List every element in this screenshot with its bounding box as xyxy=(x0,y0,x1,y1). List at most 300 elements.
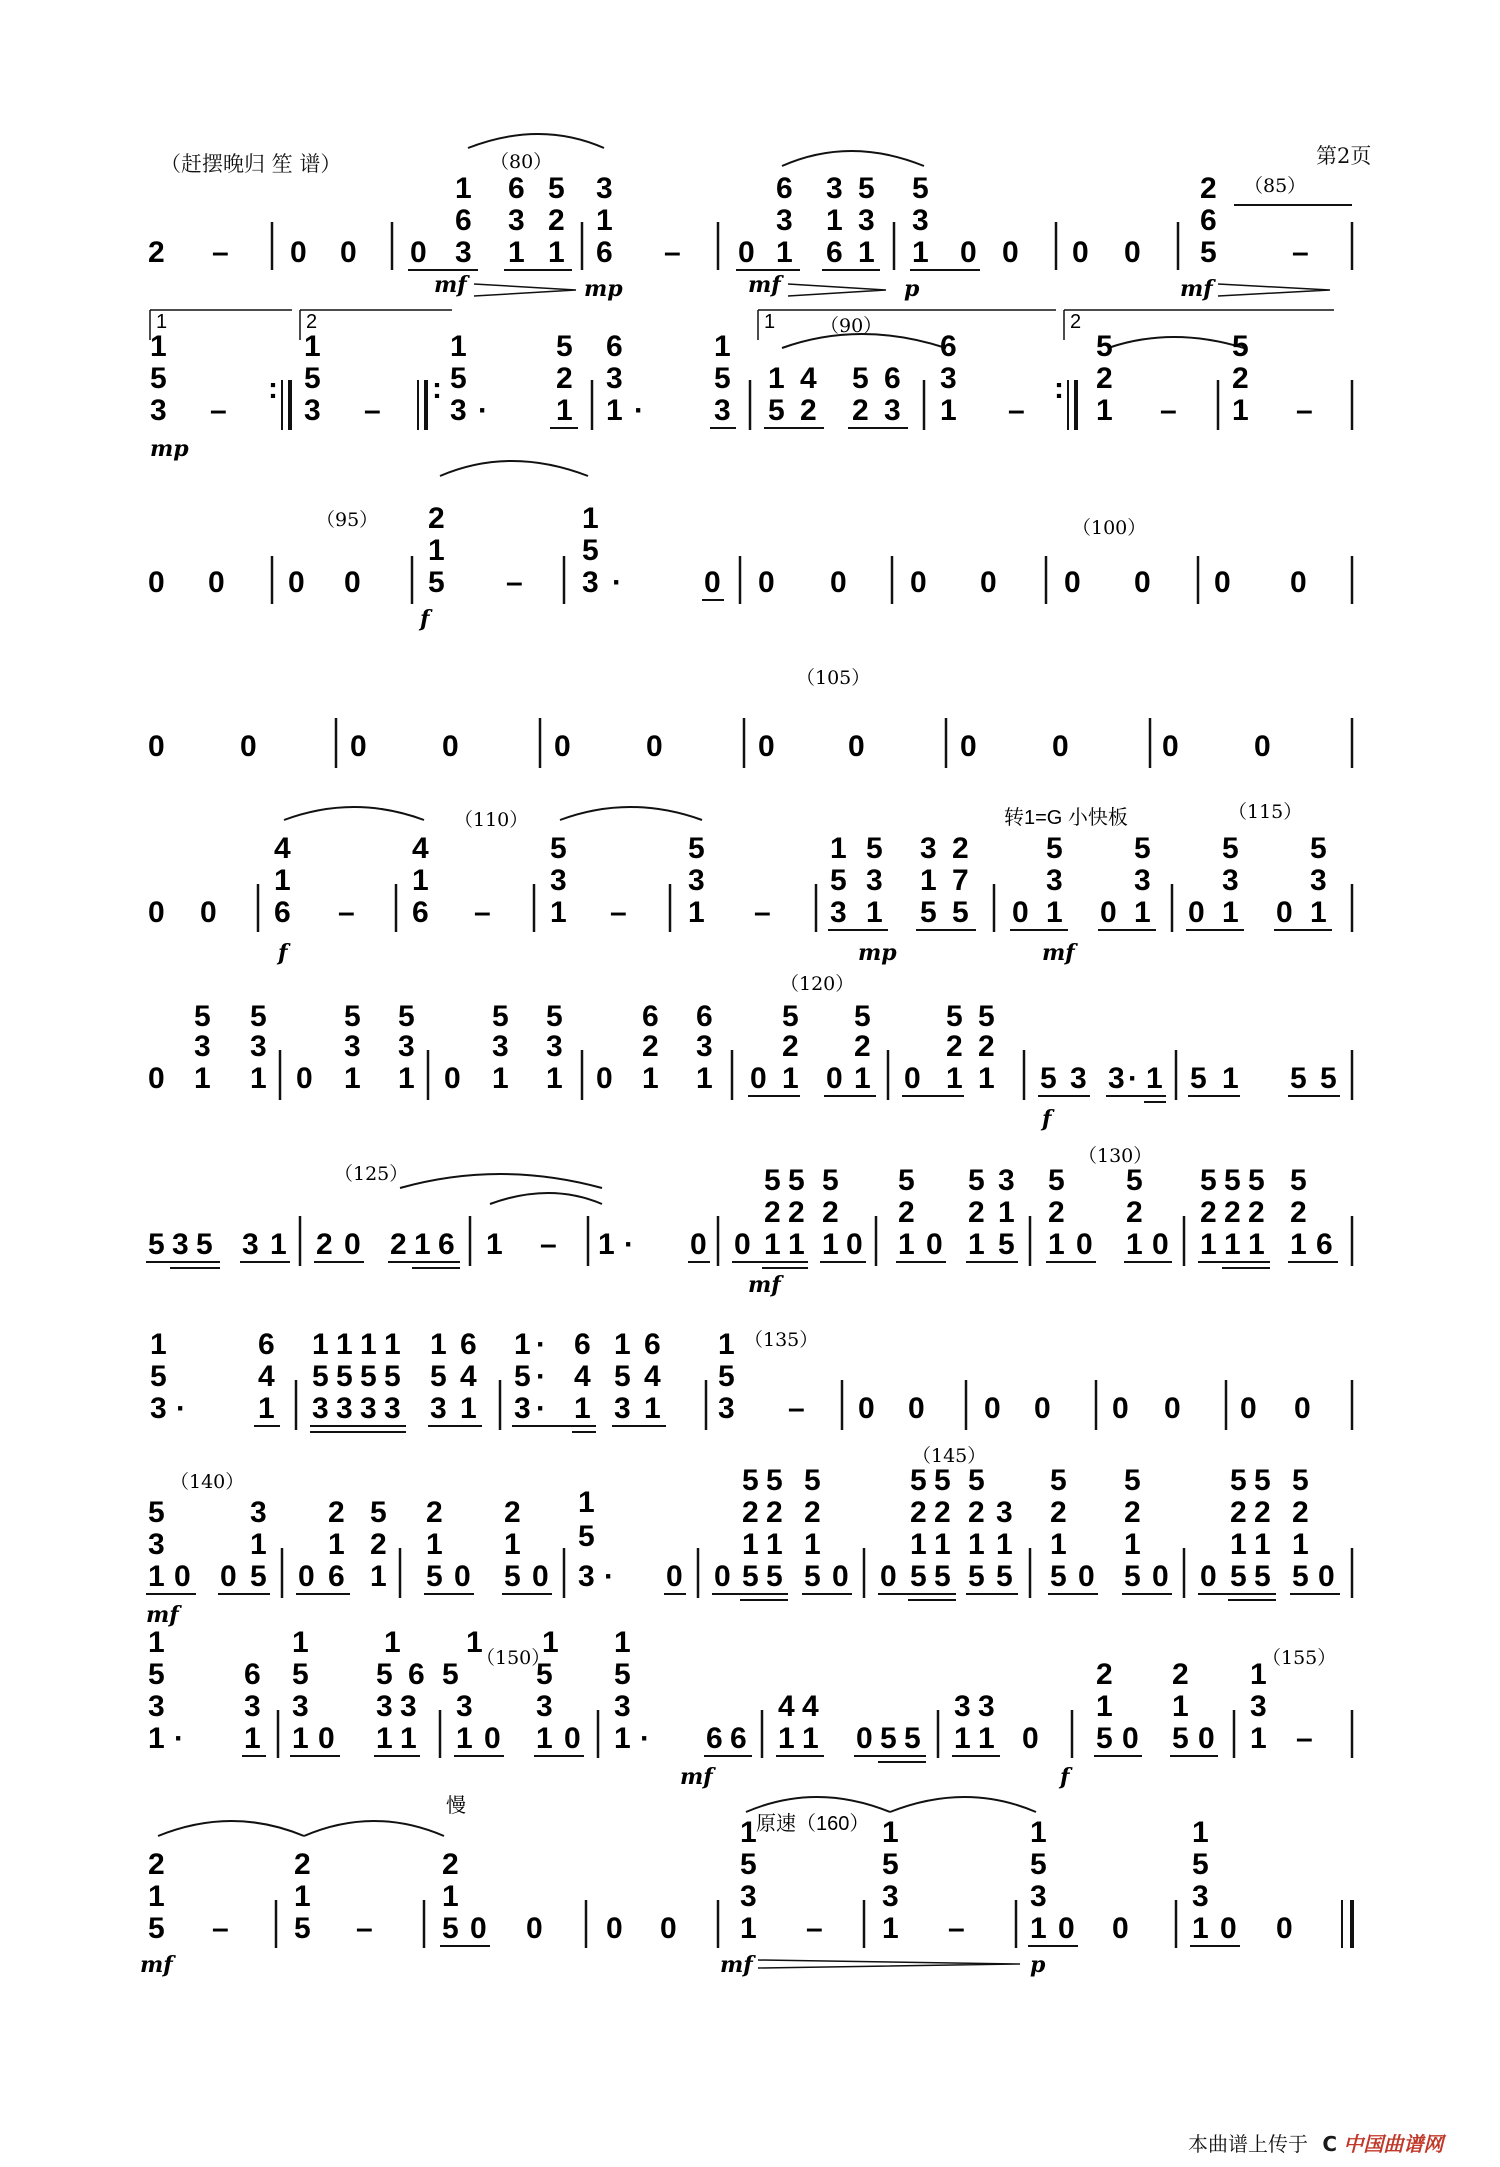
rehearsal-mark: （95） xyxy=(316,509,379,531)
note: 5 xyxy=(614,1360,631,1393)
note: 6 xyxy=(244,1658,261,1691)
note: 1 xyxy=(400,1722,417,1755)
note: 3 xyxy=(1046,864,1063,897)
note: 2 xyxy=(1048,1196,1065,1229)
note: 3 xyxy=(242,1228,259,1261)
note: 2 xyxy=(898,1196,915,1229)
note: 2 xyxy=(1096,362,1113,395)
note: 1 xyxy=(804,1528,821,1561)
note: 0 xyxy=(290,236,307,269)
note: 1 xyxy=(644,1392,661,1425)
note: 0 xyxy=(1034,1392,1051,1425)
note: 0 xyxy=(1162,730,1179,763)
note: 0 xyxy=(208,566,225,599)
note: 1 xyxy=(714,330,731,363)
note: 3 xyxy=(596,172,613,205)
system-5 xyxy=(148,801,1352,966)
note: 6 xyxy=(258,1328,275,1361)
note: · xyxy=(612,566,622,599)
note: 2 xyxy=(148,1848,165,1881)
note: 5 xyxy=(904,1722,921,1755)
note: 3 xyxy=(866,864,883,897)
dynamic: mf xyxy=(748,272,781,298)
note: 0 xyxy=(318,1722,335,1755)
site-logo-icon: C xyxy=(1322,2132,1338,2156)
note: 3 xyxy=(536,1690,553,1723)
dynamic: mf xyxy=(720,1952,753,1978)
note: 0 xyxy=(340,236,357,269)
note: 5 xyxy=(428,566,445,599)
note: 5 xyxy=(344,1000,361,1033)
rehearsal-mark: （140） xyxy=(170,1471,245,1493)
note: 3 xyxy=(304,394,321,427)
note: 0 xyxy=(1078,1560,1095,1593)
note: 1 xyxy=(688,896,705,929)
note: 5 xyxy=(766,1464,783,1497)
note: 0 xyxy=(1076,1228,1093,1261)
note: 5 xyxy=(1230,1560,1247,1593)
note: 0 xyxy=(1134,566,1151,599)
note: 3 xyxy=(718,1392,735,1425)
slur xyxy=(284,807,424,820)
note: 1 xyxy=(456,1722,473,1755)
note: 5 xyxy=(536,1658,553,1691)
note: 3 xyxy=(830,896,847,929)
note: – xyxy=(610,896,627,929)
note: 5 xyxy=(968,1560,985,1593)
note: 0 xyxy=(200,896,217,929)
note: 6 xyxy=(1200,204,1217,237)
note: 6 xyxy=(642,1000,659,1033)
note: 1 xyxy=(788,1228,805,1261)
slur xyxy=(560,807,702,820)
note: – xyxy=(948,1912,965,1945)
note: 0 xyxy=(1220,1912,1237,1945)
dynamic: mf xyxy=(434,272,467,298)
note: – xyxy=(364,394,381,427)
note: 5 xyxy=(504,1560,521,1593)
note: 6 xyxy=(826,236,843,269)
note: · xyxy=(640,1722,650,1755)
note: 1 xyxy=(940,394,957,427)
note: 5 xyxy=(1320,1062,1337,1095)
note: 1 xyxy=(328,1528,345,1561)
note: 6 xyxy=(574,1328,591,1361)
note: 6 xyxy=(776,172,793,205)
note: 0 xyxy=(904,1062,921,1095)
note: 0 xyxy=(1276,1912,1293,1945)
note: 1 xyxy=(1030,1816,1047,1849)
note: 5 xyxy=(1050,1560,1067,1593)
note: 3 xyxy=(998,1164,1015,1197)
note: 2 xyxy=(1200,1196,1217,1229)
note: 5 xyxy=(384,1360,401,1393)
note: 6 xyxy=(460,1328,477,1361)
note: : xyxy=(432,372,442,405)
note: 5 xyxy=(1096,1722,1113,1755)
note: 0 xyxy=(758,730,775,763)
note: 2 xyxy=(946,1030,963,1063)
note: 3 xyxy=(614,1392,631,1425)
dynamic: mp xyxy=(150,436,189,462)
note: 1 xyxy=(598,1228,615,1261)
note: 1 xyxy=(536,1722,553,1755)
note: 3 xyxy=(336,1392,353,1425)
note: 1 xyxy=(582,502,599,535)
note: 5 xyxy=(882,1848,899,1881)
note: 5 xyxy=(550,832,567,865)
note: 1 xyxy=(274,864,291,897)
note: 2 xyxy=(1200,172,1217,205)
note: · xyxy=(624,1228,634,1261)
note: 1 xyxy=(148,1560,165,1593)
note: 0 xyxy=(148,896,165,929)
note: – xyxy=(788,1392,805,1425)
note: 0 xyxy=(926,1228,943,1261)
note: 5 xyxy=(1200,1164,1217,1197)
note: 6 xyxy=(596,236,613,269)
slur xyxy=(1108,337,1244,348)
note: 5 xyxy=(1254,1464,1271,1497)
note: 3 xyxy=(1250,1690,1267,1723)
note: 5 xyxy=(766,1560,783,1593)
note: 5 xyxy=(1126,1164,1143,1197)
note: 3 xyxy=(920,832,937,865)
note: 6 xyxy=(412,896,429,929)
note: 1 xyxy=(1146,1062,1163,1095)
note: 6 xyxy=(455,204,472,237)
diminuendo xyxy=(788,284,886,296)
note: 0 xyxy=(1294,1392,1311,1425)
note: 6 xyxy=(328,1560,345,1593)
note: 0 xyxy=(596,1062,613,1095)
note: 1 xyxy=(596,204,613,237)
note: 3 xyxy=(578,1560,595,1593)
note: 5 xyxy=(934,1464,951,1497)
note: 5 xyxy=(866,832,883,865)
note: 6 xyxy=(706,1722,723,1755)
note: 5 xyxy=(1230,1464,1247,1497)
note: 2 xyxy=(1290,1196,1307,1229)
note: 0 xyxy=(858,1392,875,1425)
note: 5 xyxy=(312,1360,329,1393)
note: 3 xyxy=(450,394,467,427)
note: 6 xyxy=(274,896,291,929)
note: 3 xyxy=(978,1690,995,1723)
note: 5 xyxy=(336,1360,353,1393)
system-8 xyxy=(150,1328,1352,1432)
slur xyxy=(468,134,604,148)
note: 3 xyxy=(250,1496,267,1529)
note: 0 xyxy=(714,1560,731,1593)
note: 1 xyxy=(910,1528,927,1561)
dynamic: mf xyxy=(146,1602,179,1628)
note: 6 xyxy=(508,172,525,205)
note: 1 xyxy=(912,236,929,269)
note: 1 xyxy=(822,1228,839,1261)
note: 0 xyxy=(532,1560,549,1593)
note: 1 xyxy=(1292,1528,1309,1561)
note: 3 xyxy=(954,1690,971,1723)
note: 1 xyxy=(384,1328,401,1361)
note: 1 xyxy=(696,1062,713,1095)
note: 1 xyxy=(1248,1228,1265,1261)
note: 5 xyxy=(978,1000,995,1033)
note: – xyxy=(1160,394,1177,427)
note: 1 xyxy=(450,330,467,363)
note: 0 xyxy=(660,1912,677,1945)
note: 1 xyxy=(492,1062,509,1095)
note: 3 xyxy=(455,236,472,269)
note: 0 xyxy=(1152,1228,1169,1261)
note: 5 xyxy=(1200,236,1217,269)
system-10 xyxy=(148,1626,1352,1790)
rehearsal-mark: （110） xyxy=(454,809,529,831)
note: 0 xyxy=(1122,1722,1139,1755)
note: 1 xyxy=(996,1528,1013,1561)
note: 5 xyxy=(1124,1464,1141,1497)
note: 3 xyxy=(1108,1062,1125,1095)
note: 1 xyxy=(606,394,623,427)
note: 1 xyxy=(998,1196,1015,1229)
note: 1 xyxy=(150,330,167,363)
note: 2 xyxy=(742,1496,759,1529)
note: 1 xyxy=(1134,896,1151,929)
note: 5 xyxy=(852,362,869,395)
note: 5 xyxy=(294,1912,311,1945)
note: · xyxy=(478,394,488,427)
note: 0 xyxy=(1290,566,1307,599)
note: 4 xyxy=(778,1690,795,1723)
note: 5 xyxy=(718,1360,735,1393)
note: 0 xyxy=(454,1560,471,1593)
note: 5 xyxy=(1048,1164,1065,1197)
note: 1 xyxy=(740,1816,757,1849)
system-3 xyxy=(148,461,1352,632)
note: 5 xyxy=(196,1228,213,1261)
system-6 xyxy=(148,973,1352,1132)
note: 2 xyxy=(934,1496,951,1529)
volta-number: 2 xyxy=(306,311,318,333)
note: 3 xyxy=(194,1030,211,1063)
note: 4 xyxy=(412,832,429,865)
note: 5 xyxy=(582,534,599,567)
note: 0 xyxy=(826,1062,843,1095)
note: 3 xyxy=(996,1496,1013,1529)
note: 1 xyxy=(978,1722,995,1755)
note: 2 xyxy=(852,394,869,427)
note: 5 xyxy=(426,1560,443,1593)
note: 2 xyxy=(968,1196,985,1229)
note: 1 xyxy=(508,236,525,269)
dynamic: mf xyxy=(140,1952,173,1978)
note: 5 xyxy=(492,1000,509,1033)
note: 3 xyxy=(492,1030,509,1063)
note: 5 xyxy=(250,1560,267,1593)
note: 1 xyxy=(1222,896,1239,929)
note: 3 xyxy=(858,204,875,237)
note: 3 xyxy=(1222,864,1239,897)
note: 3 xyxy=(360,1392,377,1425)
note: 6 xyxy=(644,1328,661,1361)
note: · xyxy=(1128,1062,1138,1095)
note: 5 xyxy=(148,1496,165,1529)
note: 3 xyxy=(940,362,957,395)
note: 0 xyxy=(296,1062,313,1095)
dynamic: mf xyxy=(1180,276,1213,302)
slur xyxy=(304,1821,444,1836)
note: 0 xyxy=(442,730,459,763)
note: 1 xyxy=(1048,1228,1065,1261)
note: 1 xyxy=(550,896,567,929)
note: 1 xyxy=(244,1722,261,1755)
rehearsal-mark: （125） xyxy=(334,1163,409,1185)
note: 3 xyxy=(1192,1880,1209,1913)
slur xyxy=(158,1821,304,1836)
note: 5 xyxy=(1172,1722,1189,1755)
note: 0 xyxy=(832,1560,849,1593)
note: 1 xyxy=(514,1328,531,1361)
note: 1 xyxy=(370,1560,387,1593)
note: 5 xyxy=(1292,1560,1309,1593)
note: 6 xyxy=(1316,1228,1333,1261)
note: 1 xyxy=(1050,1528,1067,1561)
rehearsal-mark: （135） xyxy=(744,1329,819,1351)
note: 1 xyxy=(968,1528,985,1561)
note: – xyxy=(1292,236,1309,269)
note: 1 xyxy=(486,1228,503,1261)
note: 1 xyxy=(1310,896,1327,929)
note: 1 xyxy=(430,1328,447,1361)
note: 1 xyxy=(718,1328,735,1361)
note: 0 xyxy=(1188,896,1205,929)
note: · xyxy=(536,1392,546,1425)
note: 1 xyxy=(442,1880,459,1913)
note: 0 xyxy=(1022,1722,1039,1755)
note: 0 xyxy=(908,1392,925,1425)
note: : xyxy=(1054,372,1064,405)
note: 0 xyxy=(470,1912,487,1945)
tempo-marking: 慢 xyxy=(446,1795,466,1817)
note: 2 xyxy=(548,204,565,237)
note: 2 xyxy=(854,1030,871,1063)
note: 2 xyxy=(800,394,817,427)
note: 1 xyxy=(556,394,573,427)
note: 3 xyxy=(882,1880,899,1913)
note: 1 xyxy=(882,1816,899,1849)
note: 0 xyxy=(344,1228,361,1261)
note: 3 xyxy=(606,362,623,395)
note: 5 xyxy=(912,172,929,205)
note: 5 xyxy=(768,394,785,427)
note: – xyxy=(1296,1722,1313,1755)
note: 2 xyxy=(442,1848,459,1881)
note: 0 xyxy=(1124,236,1141,269)
note: 3 xyxy=(244,1690,261,1723)
note: 0 xyxy=(1012,896,1029,929)
site-brand[interactable]: 中国曲谱网 xyxy=(1343,2132,1444,2156)
note: 2 xyxy=(804,1496,821,1529)
note: · xyxy=(176,1392,186,1425)
note: 2 xyxy=(148,236,165,269)
note: 5 xyxy=(148,1228,165,1261)
note: 5 xyxy=(1190,1062,1207,1095)
note: 1 xyxy=(344,1062,361,1095)
note: 0 xyxy=(1318,1560,1335,1593)
note: 5 xyxy=(1124,1560,1141,1593)
note: 3 xyxy=(1070,1062,1087,1095)
note: 5 xyxy=(150,362,167,395)
note: 1 xyxy=(194,1062,211,1095)
note: 1 xyxy=(768,362,785,395)
rehearsal-mark: （115） xyxy=(1228,801,1303,823)
note: – xyxy=(474,896,491,929)
note: 0 xyxy=(1100,896,1117,929)
note: 5 xyxy=(920,896,937,929)
note: 5 xyxy=(910,1464,927,1497)
note: 3 xyxy=(614,1690,631,1723)
note: – xyxy=(806,1912,823,1945)
note: 3 xyxy=(884,394,901,427)
note: 5 xyxy=(250,1000,267,1033)
note: 5 xyxy=(1292,1464,1309,1497)
slur xyxy=(440,461,588,476)
note: 2 xyxy=(642,1030,659,1063)
note: 0 xyxy=(910,566,927,599)
note: 0 xyxy=(148,566,165,599)
note: 3 xyxy=(826,172,843,205)
dynamic: mf xyxy=(680,1764,713,1790)
diminuendo xyxy=(474,284,576,296)
note: 2 xyxy=(910,1496,927,1529)
note: 5 xyxy=(688,832,705,865)
note: 1 xyxy=(258,1392,275,1425)
note: – xyxy=(754,896,771,929)
note: 0 xyxy=(646,730,663,763)
note: 1 xyxy=(376,1722,393,1755)
note: 2 xyxy=(978,1030,995,1063)
note: 3 xyxy=(312,1392,329,1425)
note: 3 xyxy=(740,1880,757,1913)
note: 1 xyxy=(292,1722,309,1755)
note: 0 xyxy=(848,730,865,763)
note: 1 xyxy=(294,1880,311,1913)
note: 0 xyxy=(1254,730,1271,763)
score-title: （赶摆晚归 笙 谱） xyxy=(160,152,342,176)
rehearsal-mark: （130） xyxy=(1078,1145,1153,1167)
note: 6 xyxy=(606,330,623,363)
note: – xyxy=(338,896,355,929)
note: – xyxy=(356,1912,373,1945)
note: 2 xyxy=(390,1228,407,1261)
note: 1 xyxy=(642,1062,659,1095)
note: 0 xyxy=(704,566,721,599)
note: 3 xyxy=(250,1030,267,1063)
note: 1 xyxy=(898,1228,915,1261)
note: 1 xyxy=(312,1328,329,1361)
note: 1 xyxy=(148,1880,165,1913)
note: 0 xyxy=(1164,1392,1181,1425)
note: 3 xyxy=(550,864,567,897)
note: 5 xyxy=(1290,1164,1307,1197)
note: 5 xyxy=(614,1658,631,1691)
note: 0 xyxy=(410,236,427,269)
note: 3 xyxy=(292,1690,309,1723)
rehearsal-mark: （120） xyxy=(780,973,855,995)
note: 2 xyxy=(788,1196,805,1229)
note: 0 xyxy=(830,566,847,599)
note: 2 xyxy=(1124,1496,1141,1529)
